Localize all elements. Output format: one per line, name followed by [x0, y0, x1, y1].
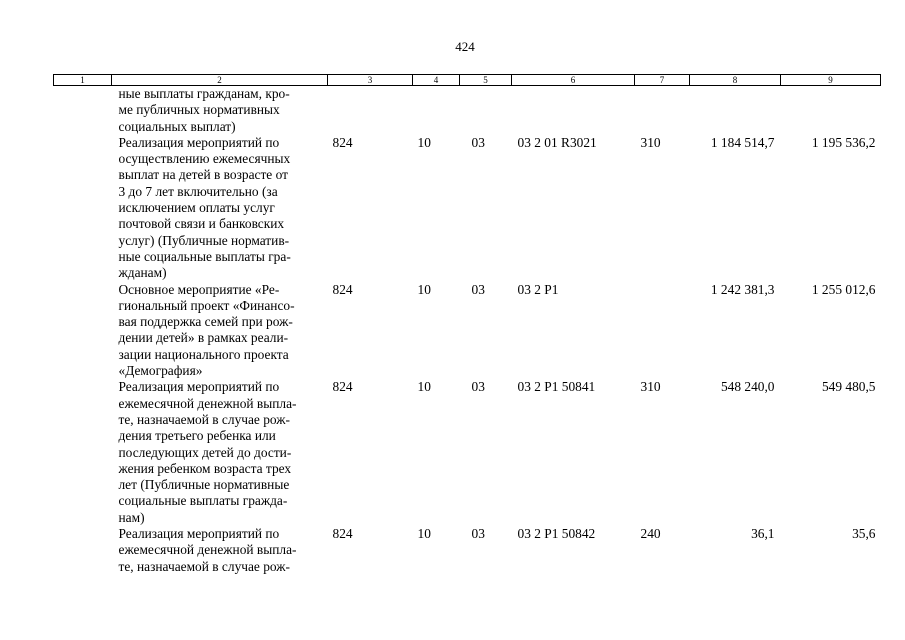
cell-kind: 310	[640, 134, 661, 150]
cell-subsection: 03	[471, 134, 485, 150]
cell-kind	[635, 86, 690, 135]
cell-name: Реализация мероприятий по ежемесячной денежной выпла- те, назначаемой в случае рож- дения третьего ребенка или последующих детей до дости- жения ребенком возраста трех лет (Публичные нормативные социальные выплаты гражда- нам)	[118, 379, 297, 525]
table-row	[54, 282, 881, 380]
cell-admin: 824	[332, 134, 353, 150]
cell-kind: 240	[640, 526, 661, 542]
cell-year1: 548 240,0	[720, 379, 775, 395]
cell-year1: 1 242 381,3	[710, 281, 775, 297]
header-col-3: 3	[328, 75, 413, 86]
cell-year2: 549 480,5	[821, 379, 876, 395]
cell-name: Реализация мероприятий по осуществлению ежемесячных выплат на детей в возрасте от 3 до 7 лет включительно (за исключением оплаты услуг почтовой связи и банковских услуг) (Публичные норматив- ные социальные выплаты гра- жданам)	[118, 134, 291, 281]
cell-year2: 1 195 536,2	[811, 134, 876, 150]
cell-year2: 35,6	[852, 526, 876, 542]
table-header	[54, 75, 881, 86]
cell-kind: 310	[640, 379, 661, 395]
cell-year1	[690, 86, 781, 135]
cell-article: 03 2 01 R3021	[517, 134, 597, 150]
header-col-7: 7	[635, 75, 690, 86]
cell-subsection	[460, 86, 512, 135]
table-row	[54, 135, 881, 282]
header-row	[54, 75, 881, 86]
cell-year2: 1 255 012,6	[811, 281, 876, 297]
table-row	[54, 526, 881, 575]
cell-section: 10	[417, 379, 431, 395]
header-col-1: 1	[54, 75, 112, 86]
header-col-4: 4	[413, 75, 460, 86]
cell-admin: 824	[332, 281, 353, 297]
cell-subsection: 03	[471, 526, 485, 542]
header-col-5: 5	[460, 75, 512, 86]
cell-section: 10	[417, 134, 431, 150]
cell-name: ные выплаты гражданам, кро- ме публичных нормативных социальных выплат)	[118, 86, 290, 134]
cell-article: 03 2 P1 50841	[517, 379, 596, 395]
cell-year1: 1 184 514,7	[710, 134, 775, 150]
cell-name: Основное мероприятие «Ре- гиональный проект «Финансо- вая поддержка семей при рож- дении детей» в рамках реали- зации национального проекта «Демография»	[118, 281, 295, 379]
header-col-2: 2	[112, 75, 328, 86]
cell-admin	[328, 86, 413, 135]
cell-subsection: 03	[471, 281, 485, 297]
page-number: 424	[455, 39, 475, 54]
cell-section	[413, 86, 460, 135]
cell-article: 03 2 P1 50842	[517, 526, 596, 542]
cell-article: 03 2 P1	[517, 281, 559, 297]
cell-article	[512, 86, 635, 135]
cell-name: Реализация мероприятий по ежемесячной денежной выпла- те, назначаемой в случае рож-	[118, 526, 297, 574]
cell-empty	[54, 86, 112, 135]
table-row	[54, 379, 881, 526]
cell-section: 10	[417, 281, 431, 297]
table-row	[54, 86, 881, 135]
cell-empty	[54, 379, 112, 526]
budget-table	[53, 74, 881, 575]
cell-kind	[635, 282, 690, 380]
cell-subsection: 03	[471, 379, 485, 395]
cell-admin: 824	[332, 526, 353, 542]
cell-empty	[54, 526, 112, 575]
cell-empty	[54, 135, 112, 282]
table-body	[54, 86, 881, 575]
header-col-9: 9	[781, 75, 881, 86]
header-col-8: 8	[690, 75, 781, 86]
cell-admin: 824	[332, 379, 353, 395]
cell-year1: 36,1	[751, 526, 775, 542]
cell-section: 10	[417, 526, 431, 542]
header-col-6: 6	[512, 75, 635, 86]
cell-empty	[54, 282, 112, 380]
cell-year2	[781, 86, 881, 135]
